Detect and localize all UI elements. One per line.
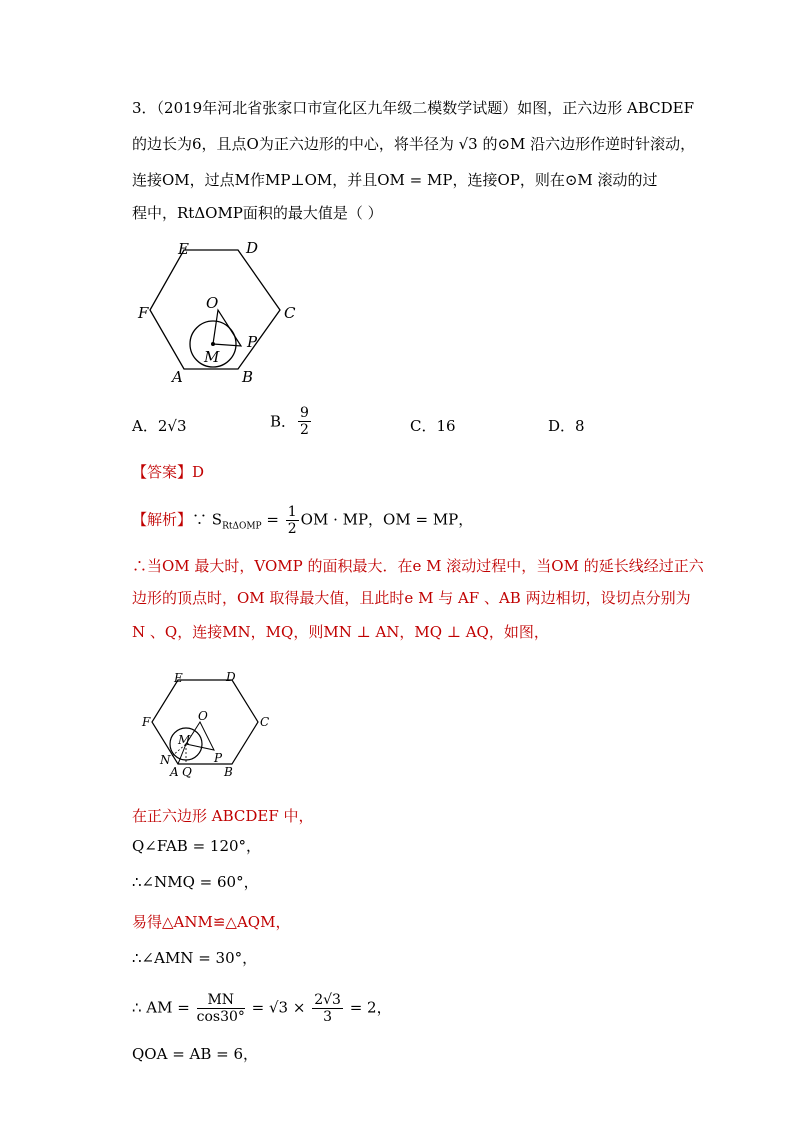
analysis-l1-den: 2 [287, 521, 297, 537]
analysis-line-4: N 、Q，连接MN，MQ，则MN ⊥ AN，MQ ⊥ AQ，如图， [132, 623, 549, 641]
analysis-l1-sub: RtΔOMP [222, 521, 262, 532]
step-6 [132, 992, 392, 1025]
hexagon-figure-1 [130, 232, 310, 392]
label-d-1: D [246, 239, 259, 257]
option-b [270, 405, 313, 438]
step-4: 易得△ANM≌△AQM， [132, 913, 291, 931]
label-o-2: O [198, 709, 208, 723]
option-a-value: 2√3 [157, 417, 187, 435]
option-a [132, 416, 187, 436]
label-c-1: C [284, 304, 296, 322]
label-a-2: A [170, 765, 179, 779]
step-6-num2: 2√3 [314, 992, 341, 1008]
label-d-2: D [226, 670, 236, 684]
question-line-2: 的边长为6，且点O为正六边形的中心，将半径为 √3 的⊙M 沿六边形作逆时针滚动， [132, 135, 696, 153]
label-q-2: Q [182, 765, 192, 779]
label-p-1: P [247, 333, 258, 351]
step-6-den2: 3 [323, 1009, 333, 1025]
analysis-line-2: ∴当OM 最大时，VOMP 的面积最大．在e M 滚动过程中，当OM 的延长线经过正六 [132, 557, 704, 575]
analysis-tag: 【解析】 [132, 510, 193, 529]
analysis-l1-b: = [261, 510, 284, 529]
label-m-1: M [204, 348, 220, 366]
step-2: Q∠FAB = 120°， [132, 837, 262, 855]
option-c: C．16 [410, 417, 456, 435]
option-b-numerator: 9 [300, 405, 309, 421]
label-c-2: C [260, 715, 270, 729]
label-n-2: N [160, 753, 171, 767]
step-6-c: = 2， [344, 998, 392, 1017]
question-line-1: 3．（2019年河北省张家口市宣化区九年级二模数学试题）如图，正六边形 ABCDEF [132, 99, 694, 117]
option-b-denominator: 2 [300, 422, 309, 438]
label-e-1: E [178, 240, 189, 258]
analysis-line-1 [132, 504, 473, 537]
analysis-l1-num: 1 [287, 504, 297, 520]
step-1: 在正六边形 ABCDEF 中， [132, 807, 314, 825]
option-d: D．8 [548, 417, 585, 435]
answer-tag: 【答案】 [132, 463, 193, 481]
analysis-l1-c: OM · MP，OM = MP， [300, 510, 474, 529]
label-f-2: F [142, 715, 151, 729]
label-m-2: M [178, 733, 191, 747]
step-6-b: = √3 × [246, 998, 311, 1017]
option-a-label: A． [132, 417, 158, 435]
point-m-1 [211, 342, 215, 346]
label-a-1: A [172, 368, 183, 386]
label-b-2: B [224, 765, 233, 779]
step-6-num: MN [197, 992, 245, 1009]
label-o-1: O [206, 294, 219, 312]
label-f-1: F [138, 304, 149, 322]
question-line-4: 程中，RtΔOMP面积的最大值是（ ） [132, 204, 383, 222]
label-b-1: B [242, 368, 254, 386]
analysis-line-3: 边形的顶点时，OM 取得最大值，且此时e M 与 AF 、AB 两边相切，设切点分别为 [132, 589, 691, 607]
answer-line [132, 462, 204, 482]
hexagon-figure-2 [140, 664, 280, 784]
question-line-3: 连接OM，过点M作MP⊥OM，并且OM = MP，连接OP，则在⊙M 滚动的过 [132, 171, 658, 189]
option-b-label: B． [270, 412, 297, 431]
label-e-2: E [174, 671, 183, 685]
label-p-2: P [214, 751, 223, 765]
step-6-den: cos30° [196, 1009, 245, 1025]
step-7: QOA = AB = 6， [132, 1045, 259, 1063]
step-6-a: ∴ AM = [132, 998, 195, 1017]
step-3: ∴∠NMQ = 60°， [132, 873, 259, 891]
answer-value: D [192, 463, 205, 481]
triangle-omp-1 [213, 310, 241, 346]
step-5: ∴∠AMN = 30°， [132, 949, 258, 967]
analysis-l1-a: ∵ S [192, 510, 223, 529]
